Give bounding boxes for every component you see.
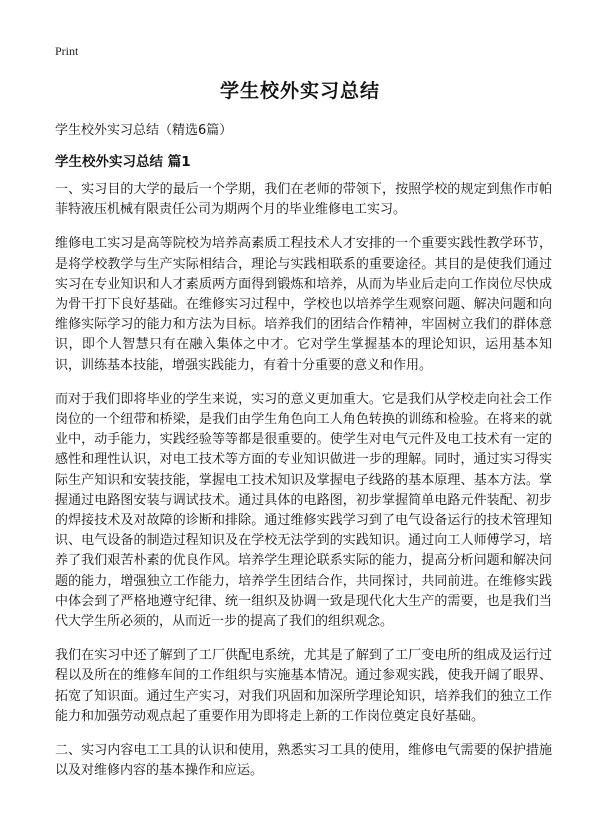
paragraph-importance: 维修电工实习是高等院校为培养高素质工程技术人才安排的一个重要实践性教学环节，是将学校教学与生产实际相结合，理论与实践相联系的重要途径。其目的是使我们通过实习在专业知识和人才素质两方面得到锻炼和培养，从而为毕业后走向工作岗位尽快成为骨干打下良好基础。在维修实习过程中，学校也以培养学生观察问题、解决问题和向维修实际学习的能力和方法为目标。培养我们的团结合作精神，牢固树立我们的群体意识，即个人智慧只有在融入集体之中才。它对学生掌握基本的理论知识，运用基本知识，训练基本技能，增强实践能力，有着十分重要的意义和作用。 [55, 236, 552, 373]
section-heading: 学生校外实习总结 篇1 [55, 154, 191, 170]
print-label: Print [55, 44, 79, 58]
paragraph-content: 二、实习内容电工工具的认识和使用，熟悉实习工具的使用，维修电气需要的保护措施以及对维修内容的基本操作和应运。 [55, 743, 552, 779]
document-subtitle: 学生校外实习总结（精选6篇） [55, 123, 233, 138]
document-body [55, 180, 552, 795]
paragraph-purpose: 一、实习目的大学的最后一个学期，我们在老师的带领下，按照学校的规定到焦作市帕菲特液压机械有限责任公司为期两个月的毕业维修电工实习。 [55, 182, 552, 218]
page-title: 学生校外实习总结 [219, 80, 380, 102]
paragraph-power-system: 我们在实习中还了解到了工厂供配电系统，尤其是了解到了工厂变电所的组成及运行过程以及所在的维修车间的工作组织与实施基本情况。通过参观实践，使我开阔了眼界、拓宽了知识面。通过生产实习，对我们巩固和加深所学理论知识，培养我们的独立工作能力和加强劳动观点起了重要作用为即将走上新的工作岗位奠定良好基础。 [55, 648, 552, 724]
paragraph-meaning: 而对于我们即将毕业的学生来说，实习的意义更加重大。它是我们从学校走向社会工作岗位的一个纽带和桥梁，是我们由学生角色向工人角色转换的训练和检验。在将来的就业中，动手能力，实践经验等等都是很重要的。使学生对电气元件及电工技术有一定的感性和理性认识，对电工技术等方面的专业知识做进一步的理解。同时，通过实习得实际生产知识和安装技能，掌握电工技术知识及掌握电子线路的基本原理、基本方法。掌握通过电路图安装与调试技术。通过具体的电路图，初步掌握简单电路元件装配、初步的焊接技术及对故障的诊断和排除。通过维修实践学习到了电气设备运行的技术管理知识、电气设备的制造过程知识及在学校无法学到的实践知识。通过向工人师傅学习，培养了我们艰苦朴素的优良作风。培养学生理论联系实际的能力，提高分析问题和解决问题的能力，增强独立工作能力，培养学生团结合作，共同探讨，共同前进。在维修实践中体会到了严格地遵守纪律、统一组织及协调一致是现代化大生产的需要，也是我们当代大学生所必须的，从而近一步的提高了我们的组织观念。 [55, 391, 552, 630]
